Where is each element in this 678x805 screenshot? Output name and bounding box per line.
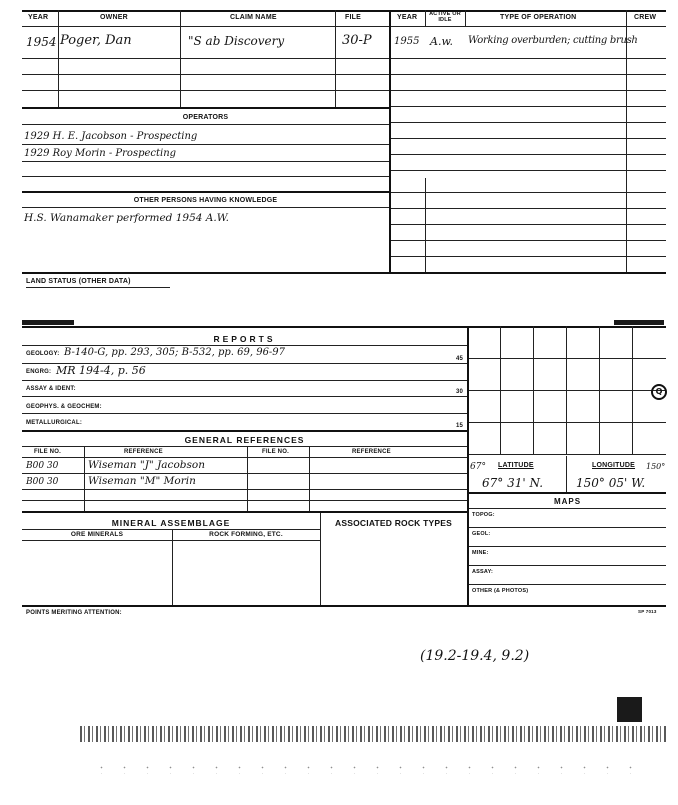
- geology-label: GEOLOGY:: [26, 351, 60, 357]
- reports-heading: REPORTS: [213, 334, 276, 344]
- tick-15: 15: [456, 423, 464, 429]
- row-type-of-operation: Working overburden; cutting brush: [468, 35, 638, 46]
- col-reference-2: REFERENCE: [352, 449, 391, 455]
- header-owner: OWNER: [100, 14, 128, 21]
- tick-30: 30: [456, 389, 464, 395]
- col-reference: REFERENCE: [124, 449, 163, 455]
- header-year-2: YEAR: [397, 14, 418, 21]
- header-type-of-operation: TYPE OF OPERATION: [500, 14, 577, 21]
- col-file-no: FILE NO.: [34, 449, 61, 455]
- ref-row-1-file: B00 30: [26, 461, 59, 471]
- longitude-value: 150° 05' W.: [576, 476, 646, 490]
- operator-line-2: 1929 Roy Morin - Prospecting: [24, 148, 177, 159]
- scan-artifact-dots: [90, 764, 650, 774]
- land-status-label: LAND STATUS (OTHER DATA): [26, 278, 131, 285]
- row-year: 1954: [26, 35, 57, 49]
- latitude-label: LATITUDE: [498, 462, 534, 469]
- latitude-value: 67° 31' N.: [482, 476, 544, 490]
- other-persons-line: H.S. Wanamaker performed 1954 A.W.: [24, 212, 229, 224]
- row-year-2: 1955: [394, 36, 420, 47]
- row-claim-name: "S ab Discovery: [188, 34, 285, 48]
- row-owner: Poger, Dan: [60, 33, 132, 48]
- geophys-label: GEOPHYS. & GEOCHEM:: [26, 404, 102, 410]
- other-persons-heading: OTHER PERSONS HAVING KNOWLEDGE: [133, 197, 278, 204]
- engrg-label: ENGRG:: [26, 369, 52, 375]
- header-crew: CREW: [634, 14, 657, 21]
- assay-label: ASSAY & IDENT:: [26, 386, 76, 392]
- points-meriting-attention-label: POINTS MERITING ATTENTION:: [26, 610, 122, 616]
- bottom-note: (19.2-19.4, 9.2): [420, 648, 530, 664]
- header-file: FILE: [345, 14, 361, 21]
- col-file-no-2: FILE NO.: [262, 449, 289, 455]
- ref-row-1-reference: Wiseman "J" Jacobson: [88, 459, 205, 471]
- ore-minerals-label: ORE MINERALS: [70, 531, 124, 538]
- mineral-assemblage-heading: MINERAL ASSEMBLAGE: [111, 518, 231, 528]
- ref-row-2-file: B00 30: [26, 477, 59, 487]
- maps-mine: MINE:: [472, 550, 489, 556]
- maps-topog: TOPOG:: [472, 512, 495, 518]
- operators-heading: OPERATORS: [182, 114, 229, 121]
- general-references-heading: GENERAL REFERENCES: [184, 435, 305, 445]
- tick-45: 45: [456, 356, 464, 362]
- geology-value: B-140-G, pp. 293, 305; B-532, pp. 69, 96-97: [64, 347, 286, 358]
- engrg-value: MR 194-4, p. 56: [56, 364, 146, 377]
- ref-row-2-reference: Wiseman "M" Morin: [88, 475, 196, 487]
- operator-line-1: 1929 H. E. Jacobson - Prospecting: [24, 131, 198, 142]
- circle-mark: Q: [651, 384, 667, 400]
- form-number: SP 7013: [638, 609, 657, 614]
- scan-artifact-band: [80, 726, 666, 742]
- rock-forming-label: ROCK FORMING, ETC.: [209, 531, 283, 538]
- longitude-label: LONGITUDE: [592, 462, 636, 469]
- maps-geol: GEOL:: [472, 531, 491, 537]
- maps-other: OTHER (& PHOTOS): [472, 588, 529, 594]
- lat-prefix: 67°: [470, 462, 486, 472]
- metallurgical-label: METALLURGICAL:: [26, 420, 83, 426]
- maps-assay: ASSAY:: [472, 569, 494, 575]
- header-claim-name: CLAIM NAME: [230, 14, 277, 21]
- associated-rock-types-label: ASSOCIATED ROCK TYPES: [335, 518, 452, 528]
- header-year: YEAR: [28, 14, 49, 21]
- lon-suffix: 150°: [646, 462, 666, 471]
- maps-heading: MAPS: [553, 497, 582, 506]
- row-file: 30-P: [342, 33, 372, 48]
- row-active-idle: A.w.: [430, 35, 454, 48]
- scan-artifact-block: [617, 697, 642, 722]
- header-active-idle: ACTIVE OR IDLE: [429, 11, 461, 23]
